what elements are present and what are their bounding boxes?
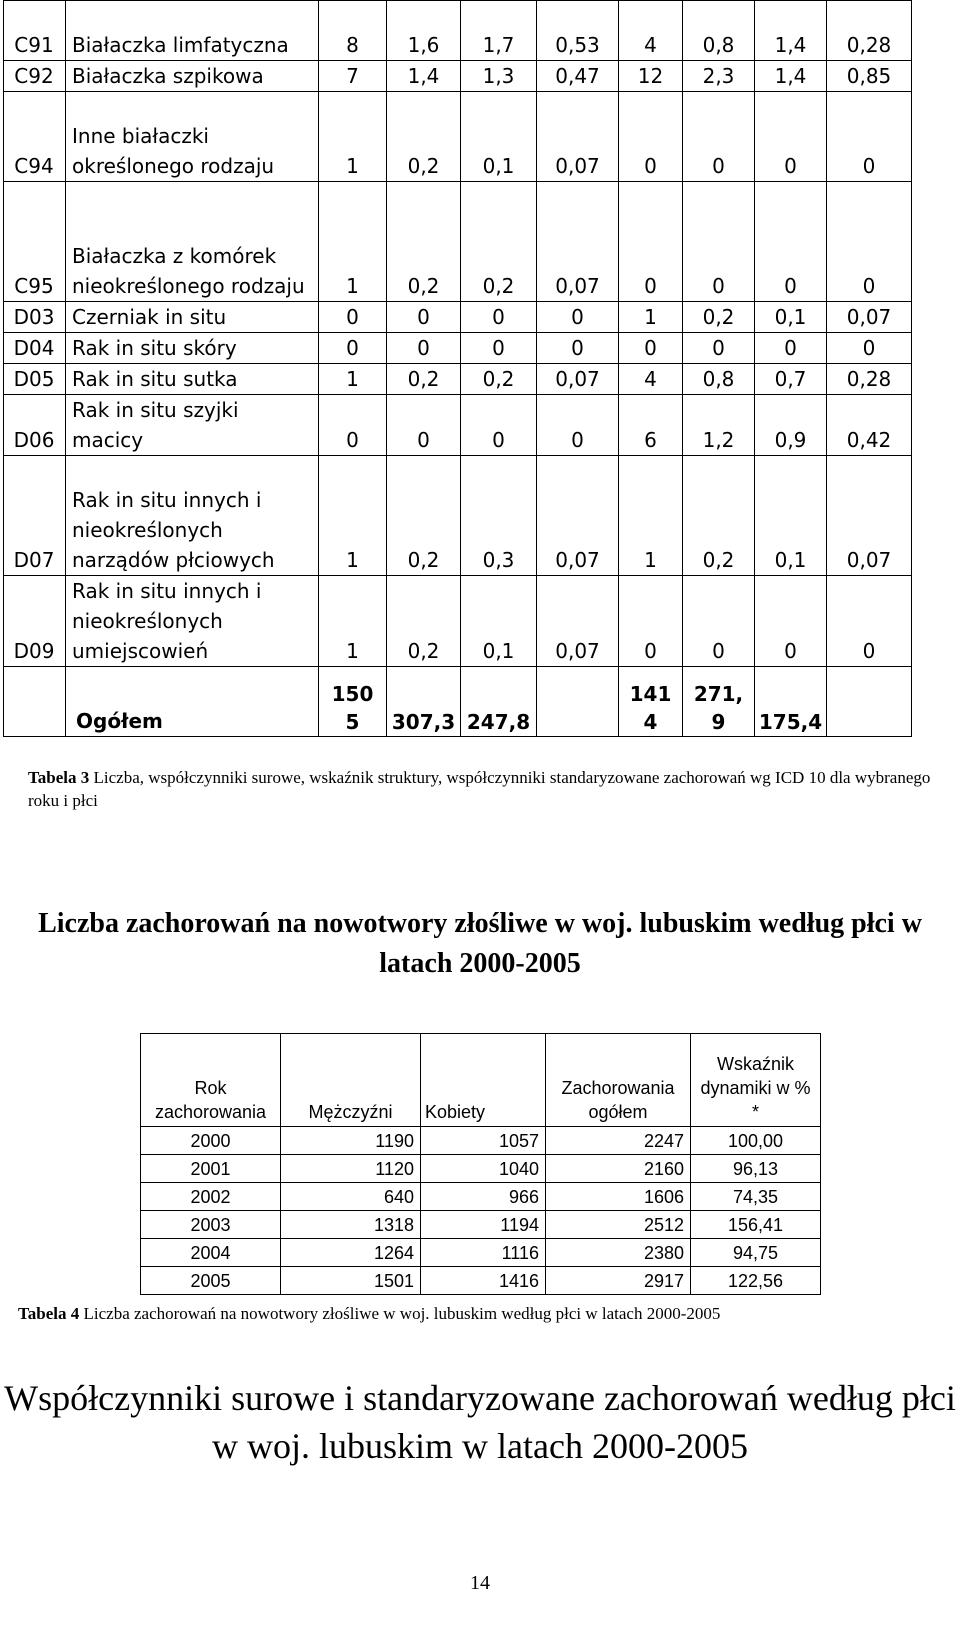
value-cell: 0 (537, 395, 619, 456)
value-cell: 0,53 (537, 1, 619, 61)
table-3-row (4, 576, 912, 667)
value-cell: 0,07 (827, 302, 912, 333)
value-cell: 0,07 (537, 182, 619, 302)
value-cell: 1 (619, 302, 683, 333)
value-cell: 0,2 (683, 456, 755, 576)
value-cell: 0 (619, 182, 683, 302)
value-cell: 4 (619, 1, 683, 61)
table-4-cell: 1120 (281, 1155, 421, 1183)
total-value-cell (537, 667, 619, 737)
value-cell: 0,3 (461, 456, 537, 576)
value-cell: 0,2 (387, 92, 461, 182)
table-4-header-row (141, 1034, 821, 1127)
icd-code: D04 (4, 333, 66, 364)
table-4-row (141, 1211, 821, 1239)
value-cell: 0,85 (827, 61, 912, 92)
value-cell: 0,1 (461, 576, 537, 667)
table-4-row (141, 1267, 821, 1295)
table-4-row (141, 1155, 821, 1183)
table-3-row (4, 333, 912, 364)
table-4-row (141, 1127, 821, 1155)
table-4-cell: 100,00 (691, 1127, 821, 1155)
value-cell: 0,2 (683, 302, 755, 333)
value-cell: 1,4 (755, 61, 827, 92)
value-cell: 0,2 (461, 182, 537, 302)
value-cell: 1,7 (461, 1, 537, 61)
total-value-cell: 307,3 (387, 667, 461, 737)
diagnosis-name: Białaczka z komórek nieokreślonego rodzaju (66, 182, 319, 302)
value-cell: 0 (683, 182, 755, 302)
value-cell: 2,3 (683, 61, 755, 92)
value-cell: 12 (619, 61, 683, 92)
value-cell: 0,07 (827, 456, 912, 576)
value-cell: 1 (319, 456, 387, 576)
value-cell: 1,4 (387, 61, 461, 92)
table-4-cell: 1190 (281, 1127, 421, 1155)
value-cell: 8 (319, 1, 387, 61)
icd-code: C92 (4, 61, 66, 92)
table-4-caption (18, 1302, 948, 1325)
value-cell: 1,6 (387, 1, 461, 61)
value-cell: 0,7 (755, 364, 827, 395)
table-4-cell: 156,41 (691, 1211, 821, 1239)
table-4-cell: 2512 (546, 1211, 691, 1239)
big-title: Współczynniki surowe i standaryzowane zachorowań według płci w woj. lubuskim w latach 2000-2005 (4, 1378, 956, 1466)
table-4-cell: 96,13 (691, 1155, 821, 1183)
total-value-cell: 1505 (319, 667, 387, 737)
value-cell: 4 (619, 364, 683, 395)
table-4-cell: 966 (421, 1183, 546, 1211)
table-4-header: Rok zachorowania (141, 1034, 281, 1127)
icd-code: C95 (4, 182, 66, 302)
value-cell: 0,8 (683, 1, 755, 61)
table-4-cell: 1318 (281, 1211, 421, 1239)
table-4-cell: 1416 (421, 1267, 546, 1295)
total-value-cell: 1414 (619, 667, 683, 737)
value-cell: 0,9 (755, 395, 827, 456)
value-cell: 0 (683, 333, 755, 364)
table-3-row (4, 92, 912, 182)
value-cell: 0 (461, 333, 537, 364)
table-3-row (4, 395, 912, 456)
diagnosis-name: Białaczka limfatyczna (66, 1, 319, 61)
table-4-cell: 2003 (141, 1211, 281, 1239)
value-cell: 0,2 (461, 364, 537, 395)
table-3-row (4, 456, 912, 576)
table-4-cell: 2001 (141, 1155, 281, 1183)
table-4-caption-text: Liczba zachorowań na nowotwory złośliwe w woj. lubuskim według płci w latach 2000-2005 (79, 1304, 721, 1323)
table-4-body (141, 1127, 821, 1295)
table-4-cell: 2160 (546, 1155, 691, 1183)
value-cell: 0 (619, 576, 683, 667)
icd-code: C91 (4, 1, 66, 61)
table-4-cell: 640 (281, 1183, 421, 1211)
total-value-cell: 271,9 (683, 667, 755, 737)
value-cell: 0,2 (387, 456, 461, 576)
empty-cell (4, 667, 66, 737)
value-cell: 0 (461, 302, 537, 333)
table-4-cell: 74,35 (691, 1183, 821, 1211)
value-cell: 0,1 (755, 302, 827, 333)
table-3-row (4, 302, 912, 333)
section-title: Liczba zachorowań na nowotwory złośliwe w woj. lubuskim według płci w latach 2000-2005 (38, 908, 922, 979)
table-4-cell: 94,75 (691, 1239, 821, 1267)
table-3-row (4, 61, 912, 92)
value-cell: 0 (755, 92, 827, 182)
value-cell: 6 (619, 395, 683, 456)
table-4-header: Zachorowania ogółem (546, 1034, 691, 1127)
value-cell: 0 (319, 302, 387, 333)
value-cell: 0,47 (537, 61, 619, 92)
table-4-cell: 1501 (281, 1267, 421, 1295)
table-3 (3, 0, 912, 737)
diagnosis-name: Rak in situ szyjki macicy (66, 395, 319, 456)
icd-code: D09 (4, 576, 66, 667)
value-cell: 1 (319, 576, 387, 667)
value-cell: 0 (387, 333, 461, 364)
icd-code: D03 (4, 302, 66, 333)
table-3-row (4, 182, 912, 302)
value-cell: 0 (619, 333, 683, 364)
value-cell: 0,2 (387, 576, 461, 667)
value-cell: 0,07 (537, 456, 619, 576)
table-4-row (141, 1239, 821, 1267)
icd-code: D06 (4, 395, 66, 456)
table-4-caption-label: Tabela 4 (18, 1304, 80, 1323)
value-cell: 0 (755, 576, 827, 667)
table-4-cell: 2000 (141, 1127, 281, 1155)
value-cell: 0 (755, 333, 827, 364)
value-cell: 0,2 (387, 364, 461, 395)
value-cell: 0,07 (537, 92, 619, 182)
total-value-cell: 175,4 (755, 667, 827, 737)
table-4-header: Mężczyźni (281, 1034, 421, 1127)
value-cell: 0,1 (461, 92, 537, 182)
value-cell: 0 (319, 395, 387, 456)
table-3-row (4, 1, 912, 61)
value-cell: 0,07 (537, 364, 619, 395)
value-cell: 0 (827, 92, 912, 182)
table-4-cell: 1116 (421, 1239, 546, 1267)
value-cell: 1 (319, 364, 387, 395)
value-cell: 1 (319, 92, 387, 182)
diagnosis-name: Czerniak in situ (66, 302, 319, 333)
value-cell: 0 (387, 395, 461, 456)
table-4-cell: 1606 (546, 1183, 691, 1211)
value-cell: 0 (537, 333, 619, 364)
value-cell: 0 (683, 92, 755, 182)
table-3-row (4, 364, 912, 395)
value-cell: 0 (827, 182, 912, 302)
total-label: Ogółem (66, 667, 319, 737)
total-value-cell (827, 667, 912, 737)
value-cell: 7 (319, 61, 387, 92)
value-cell: 1,2 (683, 395, 755, 456)
value-cell: 1,3 (461, 61, 537, 92)
table-4-cell: 1194 (421, 1211, 546, 1239)
table-4-header: Wskaźnik dynamiki w % * (691, 1034, 821, 1127)
value-cell: 1 (619, 456, 683, 576)
diagnosis-name: Rak in situ innych i nieokreślonych narządów płciowych (66, 456, 319, 576)
value-cell: 0,42 (827, 395, 912, 456)
table-4-cell: 2247 (546, 1127, 691, 1155)
value-cell: 0,2 (387, 182, 461, 302)
diagnosis-name: Rak in situ sutka (66, 364, 319, 395)
table-4-cell: 2004 (141, 1239, 281, 1267)
value-cell: 0 (683, 576, 755, 667)
table-3-caption-text: Liczba, współczynniki surowe, wskaźnik struktury, współczynniki standaryzowane zachorowań wg ICD 10 dla wybranego roku i płci (28, 768, 931, 810)
value-cell: 0 (827, 576, 912, 667)
table-4-cell: 2002 (141, 1183, 281, 1211)
diagnosis-name: Rak in situ innych i nieokreślonych umiejscowień (66, 576, 319, 667)
value-cell: 0,8 (683, 364, 755, 395)
table-4-cell: 1264 (281, 1239, 421, 1267)
value-cell: 0,28 (827, 364, 912, 395)
table-4 (140, 1033, 821, 1295)
table-4-row (141, 1183, 821, 1211)
table-3-total-row (4, 667, 912, 737)
icd-code: C94 (4, 92, 66, 182)
table-4-cell: 2917 (546, 1267, 691, 1295)
value-cell: 0,28 (827, 1, 912, 61)
value-cell: 0 (755, 182, 827, 302)
table-4-cell: 2380 (546, 1239, 691, 1267)
value-cell: 0 (319, 333, 387, 364)
table-3-body (4, 1, 912, 737)
value-cell: 0 (537, 302, 619, 333)
value-cell: 0 (461, 395, 537, 456)
value-cell: 0,1 (755, 456, 827, 576)
table-4-cell: 1040 (421, 1155, 546, 1183)
value-cell: 0,07 (537, 576, 619, 667)
table-3-caption-label: Tabela 3 (28, 768, 90, 787)
table-4-cell: 1057 (421, 1127, 546, 1155)
icd-code: D05 (4, 364, 66, 395)
table-4-header: Kobiety (421, 1034, 546, 1127)
icd-code: D07 (4, 456, 66, 576)
value-cell: 0 (387, 302, 461, 333)
table-4-cell: 2005 (141, 1267, 281, 1295)
table-3-caption (28, 766, 933, 812)
diagnosis-name: Białaczka szpikowa (66, 61, 319, 92)
value-cell: 0 (619, 92, 683, 182)
value-cell: 1 (319, 182, 387, 302)
value-cell: 1,4 (755, 1, 827, 61)
page-number: 14 (470, 1572, 490, 1594)
diagnosis-name: Inne białaczki określonego rodzaju (66, 92, 319, 182)
total-value-cell: 247,8 (461, 667, 537, 737)
value-cell: 0 (827, 333, 912, 364)
table-4-cell: 122,56 (691, 1267, 821, 1295)
diagnosis-name: Rak in situ skóry (66, 333, 319, 364)
